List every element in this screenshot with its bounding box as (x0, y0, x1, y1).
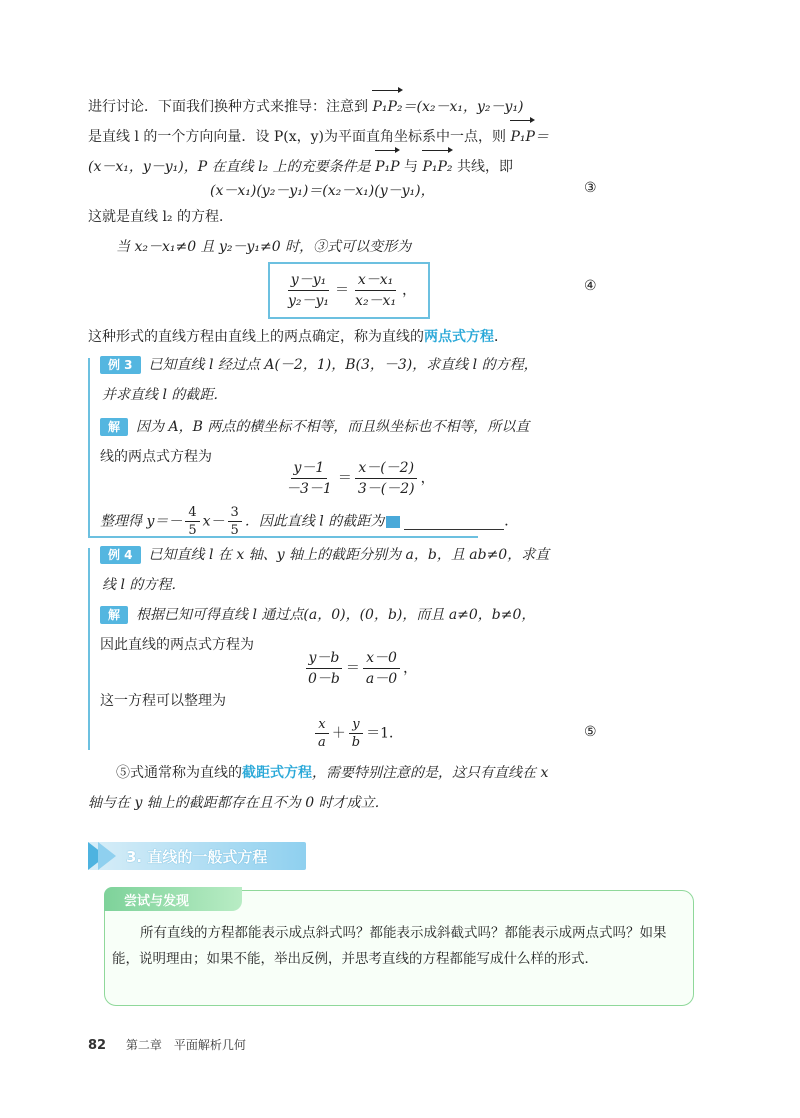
example-3-tag: 例 3 (100, 356, 141, 374)
chapter-title: 第二章 平面解析几何 (125, 1038, 246, 1052)
example-3-solution-tag: 解 (100, 418, 128, 436)
page-footer (88, 1036, 246, 1053)
equation-3: (x－x₁)(y₂－y₁)＝(x₂－x₁)(y－y₁)， (210, 183, 435, 199)
equation-3-number: ③ (584, 180, 597, 196)
vector-p1p2: P₁P₂ (372, 92, 402, 122)
pencil-icon[interactable] (386, 516, 400, 528)
intro-line-4: 这就是直线 l₂ 的方程． (88, 209, 233, 225)
section-title: 3. 直线的一般式方程 (126, 848, 268, 866)
page-number: 82 (88, 1038, 107, 1053)
answer-blank[interactable] (404, 513, 504, 530)
equation-4-box: $\frac{\text{y－y₁}}{\text{y₂－y₁}}$ ＝ $\frac{\text{x－x₁}}{\text{x₂－x₁}}$ ， (268, 262, 430, 319)
intro-line-1: 进行讨论．下面我们换种方式来推导：注意到 P₁P₂＝(x₂－x₁，y₂－y₁) (88, 92, 618, 122)
equation-5-number: ⑤ (584, 724, 597, 740)
example-4-equation: $\frac{y-b}{0-b}$ ＝ $\frac{x-0}{a-0}$ ， (302, 648, 417, 689)
eq4-fraction-right: $\frac{\text{x－x₁}}{\text{x₂－x₁}}$ (355, 272, 397, 309)
intercept-form-paragraph: ⑤式通常称为直线的截距式方程，需要特别注意的是，这只有直线在 x 轴与在 y 轴上的截距都存在且不为 0 时才成立． (88, 765, 549, 811)
section-heading (88, 842, 306, 870)
intro-line-6: 这种形式的直线方程由直线上的两点确定，称为直线的两点式方程． (88, 329, 508, 345)
try-and-discover-tab: 尝试与发现 (104, 887, 242, 911)
try-and-discover-text: 所有直线的方程都能表示成点斜式吗？都能表示成斜截式吗？都能表示成两点式吗？如果能，说明理由；如果不能，举出反例，并思考直线的方程都能写成什么样的形式． (112, 925, 667, 967)
vector-p1p: P₁P (510, 122, 534, 152)
example-4: 例 4 已知直线 l 在 x 轴、y 轴上的截距分别为 a，b，且 ab≠0，求直 线 l 的方程． 解 根据已知可得直线 l 通过点(a，0)，(0，b)，而且 a≠0，b≠0， 因此直线的两点式方程为 (100, 547, 550, 653)
term-two-point-form: 两点式方程 (424, 329, 494, 345)
example-4-bar (88, 548, 90, 750)
equation-4-number: ④ (584, 278, 597, 294)
example-3-bar (88, 358, 90, 536)
vector-p1p2-2: P₁P₂ (422, 152, 452, 182)
intro-line-2: 是直线 l 的一个方向向量．设 P(x，y)为平面直角坐标系中一点，则 P₁P＝ (88, 122, 618, 152)
eq4-fraction-left: $\frac{\text{y－y₁}}{\text{y₂－y₁}}$ (288, 272, 330, 309)
example-3-result: 整理得 y＝－ $\frac{4}{5}$ x－ $\frac{3}{5}$ ．因此直线 l 的截距为 ． (100, 505, 519, 538)
term-intercept-form: 截距式方程 (242, 765, 312, 781)
example-3-equation: $\frac{y-1}{-3-1}$ ＝ $\frac{x-(-2)}{3-(-2)}$ ， (286, 460, 435, 497)
example-4-tag: 例 4 (100, 546, 141, 564)
equation-5: $\frac{x}{a}$ ＋ $\frac{y}{b}$ ＝1． (312, 716, 403, 751)
intro-line-3: (x－x₁，y－y₁)，P 在直线 l₂ 上的充要条件是 P₁P 与 P₁P₂ 共线，即 (88, 152, 618, 182)
example-4-line-5: 这一方程可以整理为 (100, 693, 226, 709)
vector-p1p-2: P₁P (375, 152, 399, 182)
intro-paragraph (88, 92, 618, 182)
intro-line-5: 当 x₂－x₁≠0 且 y₂－y₁≠0 时，③式可以变形为 (116, 239, 412, 255)
example-4-solution-tag: 解 (100, 606, 128, 624)
example-3: 例 3 已知直线 l 经过点 A(－2，1)，B(3，－3)，求直线 l 的方程， 并求直线 l 的截距． 解 因为 A，B 两点的横坐标不相等，而且纵坐标也不相等，所以直 线的两点式方程为 (100, 357, 538, 465)
